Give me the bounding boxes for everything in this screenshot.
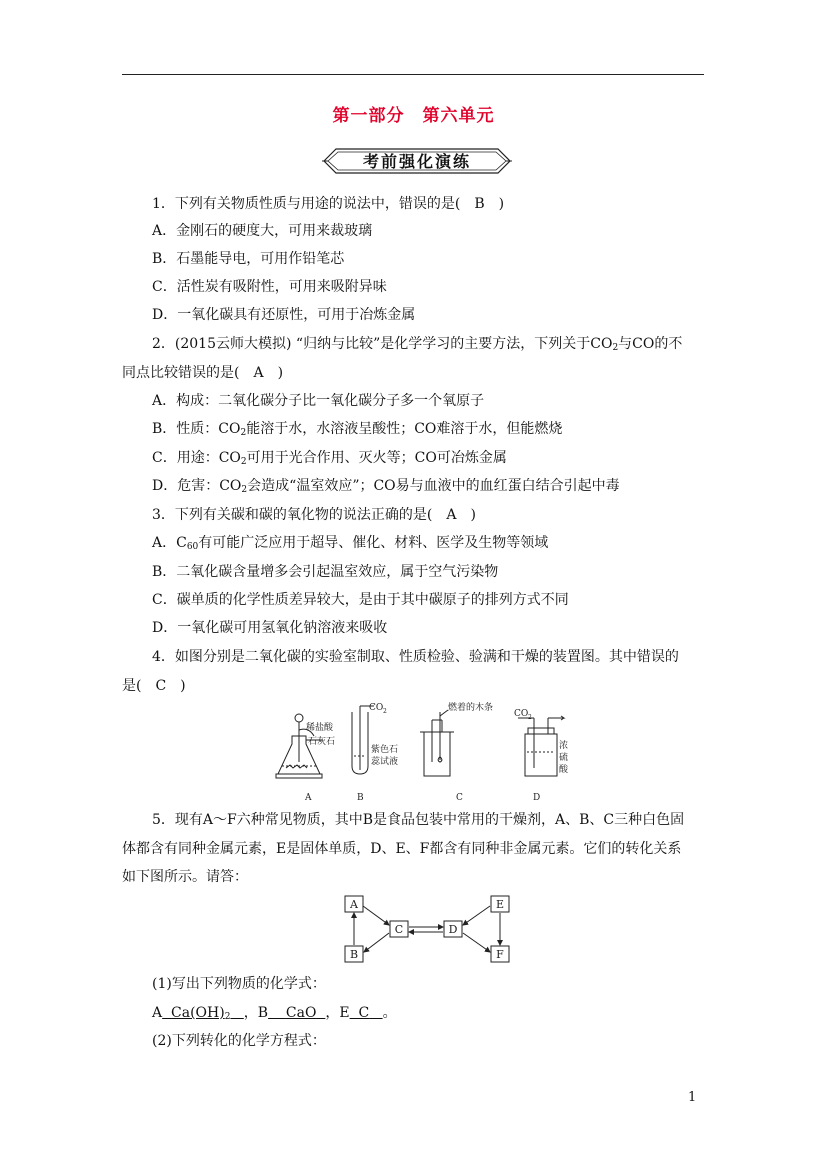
svg-text:A: A <box>350 898 358 911</box>
apparatus-figure <box>268 700 568 804</box>
svg-text:D: D <box>533 793 541 803</box>
q5-answers: A $Ca(OH)_2$ ，B CaO ，E C 。 <box>152 1005 397 1022</box>
q3-option-d: D．一氧化碳可用氢氧化钠溶液来吸收 <box>152 620 388 636</box>
q5-sub2: (2)下列转化的化学方程式： <box>152 1033 326 1049</box>
svg-text:B: B <box>357 793 364 803</box>
answer-a: Ca(OH) <box>171 1005 225 1021</box>
svg-text:E: E <box>495 898 505 911</box>
svg-text:紫色石: 紫色石 <box>371 745 399 755</box>
q4-stem-line2: 是( C ) <box>122 678 186 694</box>
q1-option-b: B．石墨能导电，可用作铅笔芯 <box>152 251 345 267</box>
page-title: 第一部分 第六单元 <box>332 106 495 126</box>
q2-stem-line1: 2．(2015云师大模拟) “归纳与比较”是化学学习的主要方法，下列关于$CO_2$与CO的不 <box>152 336 683 353</box>
svg-text:2: 2 <box>528 714 532 721</box>
conversion-diagram <box>338 892 516 966</box>
q3-option-b: B．二氧化碳含量增多会引起温室效应，属于空气污染物 <box>152 564 499 580</box>
page-number: 1 <box>688 1090 697 1105</box>
header-rule <box>122 74 704 75</box>
svg-text:蕊试液: 蕊试液 <box>371 757 399 767</box>
answer-b: CaO <box>285 1005 317 1021</box>
svg-text:酸: 酸 <box>559 765 568 775</box>
section-banner <box>322 143 512 179</box>
q2-option-b: B．性质：$CO_2$能溶于水，水溶液呈酸性；CO难溶于水，但能燃烧 <box>152 421 563 438</box>
apparatus-drawing <box>268 700 568 804</box>
svg-text:C: C <box>456 793 463 803</box>
q2-option-c: C．用途：$CO_2$可用于光合作用、灭火等；CO可冶炼金属 <box>152 450 507 467</box>
q2-stem-line2: 同点比较错误的是( A ) <box>122 365 284 381</box>
svg-text:2: 2 <box>383 708 387 715</box>
svg-text:稀盐酸: 稀盐酸 <box>306 723 334 733</box>
svg-text:C: C <box>394 923 404 936</box>
svg-text:燃着的木条: 燃着的木条 <box>448 703 494 713</box>
q1-option-c: C．活性炭有吸附性，可用来吸附异味 <box>152 279 387 295</box>
q5-sub1: (1)写出下列物质的化学式： <box>152 976 326 992</box>
svg-text:D: D <box>448 923 458 936</box>
svg-text:A: A <box>305 793 312 803</box>
q2-option-d: D．危害：$CO_2$会造成“温室效应”；CO易与血液中的血红蛋白结合引起中毒 <box>152 478 620 495</box>
q1-option-d: D．一氧化碳具有还原性，可用于冶炼金属 <box>152 307 416 323</box>
q5-stem-line1: 5．现有A～F六种常见物质，其中B是食品包装中常用的干燥剂，A、B、C三种白色固 <box>152 812 685 828</box>
svg-text:硫: 硫 <box>559 753 568 763</box>
q3-stem: 3．下列有关碳和碳的氧化物的说法正确的是( A ) <box>152 507 476 523</box>
q3-option-c: C．碳单质的化学性质差异较大，是由于其中碳原子的排列方式不同 <box>152 592 569 608</box>
banner-title: 考前强化演练 <box>362 152 471 171</box>
svg-text:石灰石: 石灰石 <box>308 737 336 747</box>
svg-text:F: F <box>496 948 504 961</box>
q5-stem-line3: 如下图所示。请答： <box>122 869 248 885</box>
q4-stem-line1: 4．如图分别是二氧化碳的实验室制取、性质检验、验满和干燥的装置图。其中错误的 <box>152 649 679 665</box>
conversion-flowchart <box>338 892 516 966</box>
q5-stem-line2: 体都含有同种金属元素，E是固体单质，D、E、F都含有同种非金属元素。它们的转化关系 <box>122 841 682 857</box>
svg-text:B: B <box>349 948 359 961</box>
q2-option-a: A．构成：二氧化碳分子比一氧化碳分子多一个氧原子 <box>152 393 485 409</box>
q3-option-a: A．$C_{60}$有可能广泛应用于超导、催化、材料、医学及生物等领域 <box>152 535 549 552</box>
q1-stem: 1．下列有关物质性质与用途的说法中，错误的是( B ) <box>152 196 505 212</box>
svg-text:CO: CO <box>514 709 529 719</box>
svg-text:CO: CO <box>369 703 384 713</box>
answer-e: C <box>358 1005 370 1021</box>
q1-option-a: A．金刚石的硬度大，可用来裁玻璃 <box>152 223 373 239</box>
svg-text:浓: 浓 <box>559 741 568 751</box>
